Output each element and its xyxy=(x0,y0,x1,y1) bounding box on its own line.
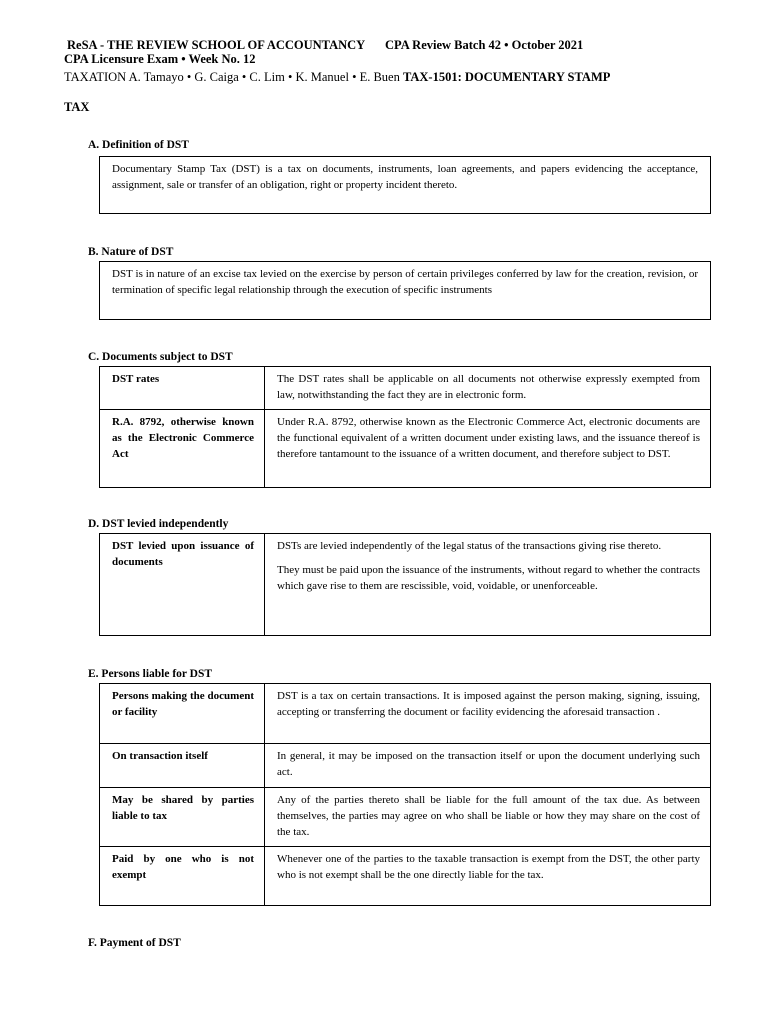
header-line-1 xyxy=(67,38,583,53)
levied-independently-table xyxy=(99,533,711,636)
table-row xyxy=(100,410,711,488)
row-value: Under R.A. 8792, otherwise known as the Electronic Commerce Act, electronic documents are the functional equivalent of a written document under existing laws, and the issuance thereof is therefore tantamount to the issuance of a written document, and therefore subject to DST. xyxy=(265,410,711,488)
row-paragraph: They must be paid upon the issuance of the instruments, without regard to whether the contracts which gave rise to them are rescissible, void, voidable, or unenforceable. xyxy=(277,564,700,592)
topic-title: TAX-1501: DOCUMENTARY STAMP xyxy=(402,70,611,84)
row-key: DST levied upon issuance of documents xyxy=(100,534,265,636)
table-row xyxy=(100,788,711,847)
row-value: Whenever one of the parties to the taxable transaction is exempt from the DST, the other party who is not exempt shall be the one directly liable for the tax. xyxy=(265,847,711,906)
row-key: May be shared by parties liable to tax xyxy=(100,788,265,847)
section-a-title: A. Definition of DST xyxy=(88,139,189,151)
subject-authors: TAXATION A. Tamayo • G. Caiga • C. Lim • K. Manuel • E. Buen xyxy=(64,70,400,84)
row-key: Paid by one who is not exempt xyxy=(100,847,265,906)
definition-box: Documentary Stamp Tax (DST) is a tax on documents, instruments, loan agreements, and papers evidencing the acceptance, assignment, sale or transfer of an obligation, right or property incident thereto. xyxy=(99,156,711,214)
section-d-title: D. DST levied independently xyxy=(88,518,229,530)
table-row xyxy=(100,847,711,906)
nature-box: DST is in nature of an excise tax levied on the exercise by person of certain privileges conferred by law for the creation, revision, or termination of specific legal relationship through the execution of specific instruments xyxy=(99,261,711,320)
school-name: ReSA - THE REVIEW SCHOOL OF ACCOUNTANCY xyxy=(67,38,365,52)
table-row xyxy=(100,534,711,636)
header-line-3 xyxy=(64,70,610,85)
row-value: The DST rates shall be applicable on all documents not otherwise expressly exempted from law, notwithstanding the fact they are in electronic form. xyxy=(265,367,711,410)
section-c-title: C. Documents subject to DST xyxy=(88,351,233,363)
exam-week: CPA Licensure Exam • Week No. 12 xyxy=(64,52,256,66)
row-key: On transaction itself xyxy=(100,744,265,788)
row-value: In general, it may be imposed on the transaction itself or upon the document underlying such act. xyxy=(265,744,711,788)
section-b-title: B. Nature of DST xyxy=(88,246,174,258)
row-key: Persons making the document or facility xyxy=(100,684,265,744)
topic-title-continued: TAX xyxy=(64,100,90,114)
persons-liable-table xyxy=(99,683,711,906)
row-value xyxy=(265,534,711,636)
row-value: Any of the parties thereto shall be liable for the full amount of the tax due. As between themselves, the parties may agree on who shall be liable or how they may share on the cost of the tax. xyxy=(265,788,711,847)
review-batch: CPA Review Batch 42 • October 2021 xyxy=(384,38,584,52)
row-key: DST rates xyxy=(100,367,265,410)
documents-subject-table xyxy=(99,366,711,488)
section-e-title: E. Persons liable for DST xyxy=(88,668,213,680)
table-row xyxy=(100,684,711,744)
section-f-title: F. Payment of DST xyxy=(88,937,181,949)
row-value: DST is a tax on certain transactions. It is imposed against the person making, signing, issuing, accepting or transferring the document or facility evidencing the aforesaid transaction . xyxy=(265,684,711,744)
row-key: R.A. 8792, otherwise known as the Electronic Commerce Act xyxy=(100,410,265,488)
row-paragraph: DSTs are levied independently of the legal status of the transactions giving rise thereto. xyxy=(277,540,662,552)
table-row xyxy=(100,744,711,788)
table-row xyxy=(100,367,711,410)
